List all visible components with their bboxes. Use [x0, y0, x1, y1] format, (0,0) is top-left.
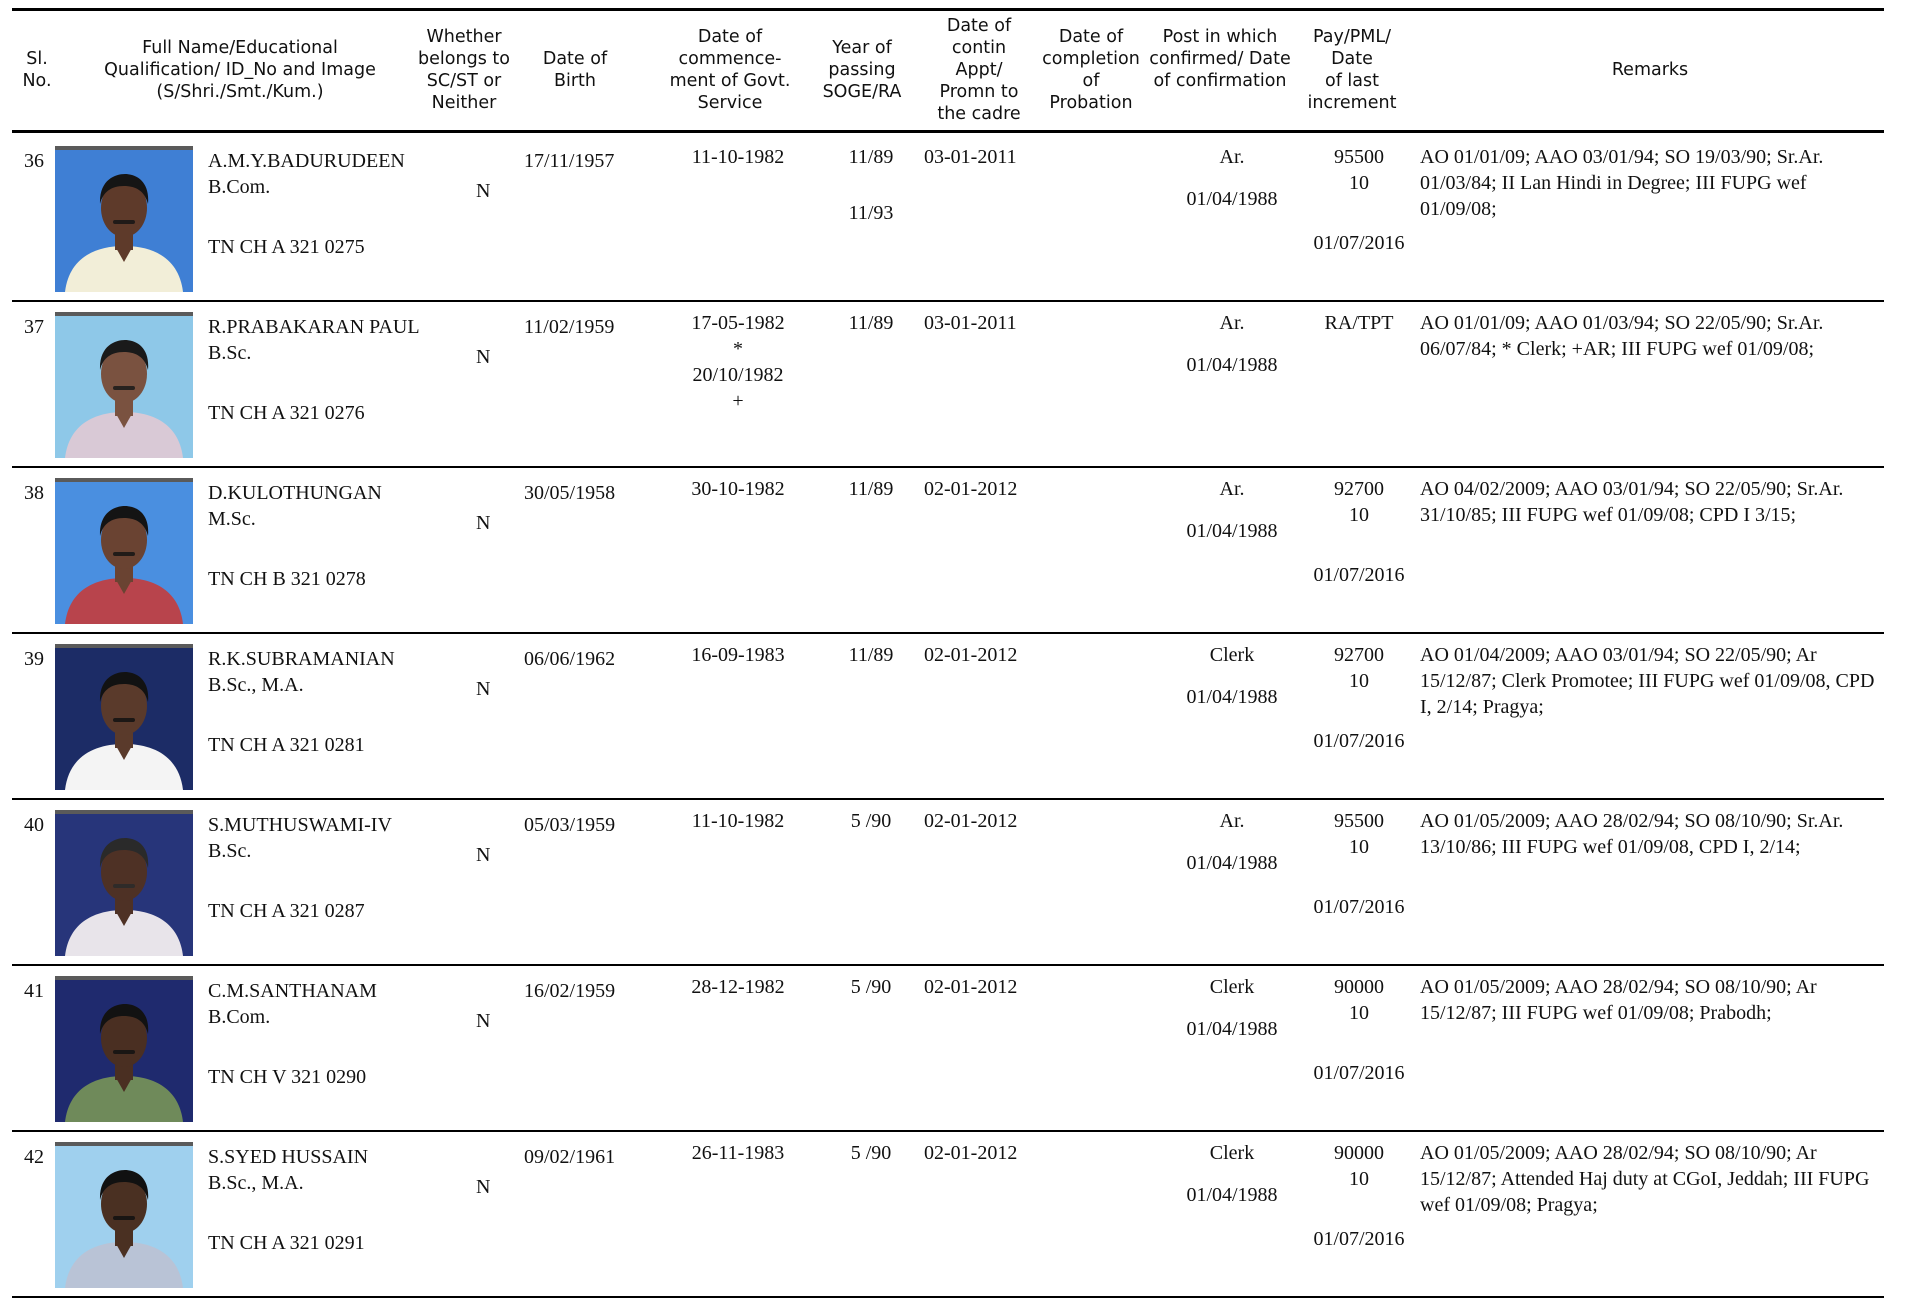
date-of-birth: 06/06/1962 [524, 648, 616, 670]
sl-no: 36 [24, 150, 44, 172]
category-value: N [476, 1010, 491, 1032]
header-commencement: Date of commence- ment of Govt. Service [669, 27, 791, 113]
pay-value: 90000 [1334, 1142, 1384, 1164]
employee-id-no: TN CH A 321 0276 [208, 402, 365, 424]
header-top-rule [12, 8, 1884, 11]
contin-date: 03-01-2011 [924, 146, 1017, 168]
category-value: N [476, 512, 491, 534]
employee-name: A.M.Y.BADURUDEEN [208, 150, 405, 172]
remarks-text: AO 01/04/2009; AAO 03/01/94; SO 22/05/90; Ar 15/12/87; Clerk Promotee; III FUPG wef 01/09/08, CPD I, 2/14; Pragya; [1420, 644, 1875, 718]
last-increment-date: 01/07/2016 [1313, 896, 1405, 918]
remarks-text: AO 01/01/09; AAO 01/03/94; SO 22/05/90; Sr.Ar. 06/07/84; * Clerk; +AR; III FUPG wef 01/09/08; [1420, 312, 1824, 360]
table-row [12, 634, 1884, 800]
employee-qualification: B.Sc. [208, 342, 252, 364]
sl-no: 38 [24, 482, 44, 504]
employee-name: D.KULOTHUNGAN [208, 482, 382, 504]
header-category: Whether belongs to SC/ST or Neither [418, 27, 510, 113]
date-of-birth: 30/05/1958 [524, 482, 616, 504]
table-row [12, 468, 1884, 634]
header-dob: Date of Birth [542, 49, 608, 91]
sogr-year: 11/89 [848, 146, 894, 168]
sogr-year: 11/89 [848, 312, 894, 334]
employee-name: R.K.SUBRAMANIAN [208, 648, 395, 670]
sogr-year: 5 /90 [850, 810, 892, 832]
employee-id-no: TN CH A 321 0281 [208, 734, 365, 756]
header-remarks: Remarks [1611, 60, 1689, 80]
employee-photo [55, 976, 193, 1122]
sogr-year: 11/89 [848, 644, 894, 666]
confirmed-post: Clerk [1209, 644, 1255, 666]
employee-qualification: B.Sc., M.A. [208, 674, 304, 696]
sogr-year: 11/93 [848, 202, 894, 224]
date-of-birth: 05/03/1959 [524, 814, 616, 836]
category-value: N [476, 180, 491, 202]
employee-id-no: TN CH A 321 0275 [208, 236, 365, 258]
employee-photo [55, 146, 193, 292]
pml-value: 10 [1349, 172, 1369, 194]
contin-date: 03-01-2011 [924, 312, 1017, 334]
confirmed-post: Ar. [1219, 312, 1245, 334]
employee-name: R.PRABAKARAN PAUL [208, 316, 420, 338]
commencement-date: + [732, 390, 744, 412]
date-of-birth: 11/02/1959 [524, 316, 615, 338]
sl-no: 40 [24, 814, 44, 836]
category-value: N [476, 844, 491, 866]
sl-no: 39 [24, 648, 44, 670]
pay-value: 92700 [1334, 644, 1384, 666]
pay-value: 95500 [1334, 810, 1384, 832]
remarks-text: AO 01/05/2009; AAO 28/02/94; SO 08/10/90; Ar 15/12/87; Attended Haj duty at CGoI, Jeddah; III FUPG wef 01/09/08; Pragya; [1420, 1142, 1870, 1216]
employee-qualification: B.Sc. [208, 840, 252, 862]
commencement-date: * [733, 338, 743, 360]
contin-date: 02-01-2012 [924, 976, 1018, 998]
commencement-date: 26-11-1983 [691, 1142, 785, 1164]
last-increment-date: 01/07/2016 [1313, 1228, 1405, 1250]
sl-no: 42 [24, 1146, 44, 1168]
employee-photo [55, 644, 193, 790]
pay-value: 92700 [1334, 478, 1384, 500]
employee-photo [55, 810, 193, 956]
confirmed-post: Clerk [1209, 1142, 1255, 1164]
pay-value: 95500 [1334, 146, 1384, 168]
employee-photo [55, 478, 193, 624]
date-of-birth: 09/02/1961 [524, 1146, 616, 1168]
confirmed-post: Ar. [1219, 146, 1245, 168]
confirmation-date: 01/04/1988 [1186, 520, 1278, 542]
remarks-text: AO 01/05/2009; AAO 28/02/94; SO 08/10/90; Sr.Ar. 13/10/86; III FUPG wef 01/09/08, CPD I, 2/14; [1420, 810, 1844, 858]
sogr-year: 5 /90 [850, 1142, 892, 1164]
header-probation: Date of completion of Probation [1042, 27, 1140, 113]
date-of-birth: 17/11/1957 [524, 150, 615, 172]
last-increment-date: 01/07/2016 [1313, 564, 1405, 586]
last-increment-date: 01/07/2016 [1313, 730, 1405, 752]
date-of-birth: 16/02/1959 [524, 980, 616, 1002]
remarks-text: AO 01/01/09; AAO 03/01/94; SO 19/03/90; Sr.Ar. 01/03/84; II Lan Hindi in Degree; III FUPG wef 01/09/08; [1420, 146, 1824, 220]
employee-id-no: TN CH V 321 0290 [208, 1066, 367, 1088]
remarks-text: AO 04/02/2009; AAO 03/01/94; SO 22/05/90; Sr.Ar. 31/10/85; III FUPG wef 01/09/08; CPD I 3/15; [1420, 478, 1844, 526]
employee-name: C.M.SANTHANAM [208, 980, 377, 1002]
last-increment-date: 01/07/2016 [1313, 232, 1405, 254]
employee-qualification: M.Sc. [208, 508, 256, 530]
confirmed-post: Clerk [1209, 976, 1255, 998]
header-pay: Pay/PML/ Date of last increment [1307, 27, 1397, 113]
pay-value: RA/TPT [1324, 312, 1394, 334]
table-row [12, 800, 1884, 966]
sl-no: 37 [24, 316, 44, 338]
employee-id-no: TN CH B 321 0278 [208, 568, 366, 590]
sogr-year: 5 /90 [850, 976, 892, 998]
category-value: N [476, 678, 491, 700]
confirmation-date: 01/04/1988 [1186, 1018, 1278, 1040]
header-bottom-rule [12, 130, 1884, 133]
employee-name: S.SYED HUSSAIN [208, 1146, 369, 1168]
commencement-date: 30-10-1982 [691, 478, 785, 500]
employee-qualification: B.Com. [208, 176, 271, 198]
employee-name: S.MUTHUSWAMI-IV [208, 814, 392, 836]
employee-photo [55, 1142, 193, 1288]
contin-date: 02-01-2012 [924, 644, 1018, 666]
pml-value: 10 [1349, 504, 1369, 526]
category-value: N [476, 346, 491, 368]
employee-qualification: B.Com. [208, 1006, 271, 1028]
contin-date: 02-01-2012 [924, 810, 1018, 832]
table-row [12, 966, 1884, 1132]
commencement-date: 28-12-1982 [691, 976, 785, 998]
pml-value: 10 [1349, 1002, 1369, 1024]
confirmed-post: Ar. [1219, 478, 1245, 500]
last-increment-date: 01/07/2016 [1313, 1062, 1405, 1084]
commencement-date: 11-10-1982 [691, 146, 785, 168]
pay-value: 90000 [1334, 976, 1384, 998]
employee-photo [55, 312, 193, 458]
confirmation-date: 01/04/1988 [1186, 686, 1278, 708]
header-contin: Date of contin Appt/ Promn to the cadre [937, 16, 1021, 124]
header-sogr: Year of passing SOGE/RA [822, 38, 902, 102]
header-post: Post in which confirmed/ Date of confirmation [1149, 27, 1291, 91]
employee-qualification: B.Sc., M.A. [208, 1172, 304, 1194]
confirmed-post: Ar. [1219, 810, 1245, 832]
confirmation-date: 01/04/1988 [1186, 1184, 1278, 1206]
pml-value: 10 [1349, 670, 1369, 692]
commencement-date: 17-05-1982 [691, 312, 785, 334]
pml-value: 10 [1349, 836, 1369, 858]
commencement-date: 11-10-1982 [691, 810, 785, 832]
sogr-year: 11/89 [848, 478, 894, 500]
header-sl-no: Sl. No. [22, 49, 52, 91]
sl-no: 41 [24, 980, 44, 1002]
contin-date: 02-01-2012 [924, 478, 1018, 500]
commencement-date: 20/10/1982 [692, 364, 784, 386]
header-name: Full Name/Educational Qualification/ ID_No and Image (S/Shri./Smt./Kum.) [104, 38, 376, 102]
employee-id-no: TN CH A 321 0291 [208, 1232, 365, 1254]
remarks-text: AO 01/05/2009; AAO 28/02/94; SO 08/10/90; Ar 15/12/87; III FUPG wef 01/09/08; Prabodh; [1420, 976, 1817, 1024]
pml-value: 10 [1349, 1168, 1369, 1190]
confirmation-date: 01/04/1988 [1186, 852, 1278, 874]
table-row [12, 1132, 1884, 1298]
employee-id-no: TN CH A 321 0287 [208, 900, 365, 922]
table-row [12, 302, 1884, 468]
commencement-date: 16-09-1983 [691, 644, 785, 666]
confirmation-date: 01/04/1988 [1186, 188, 1278, 210]
category-value: N [476, 1176, 491, 1198]
contin-date: 02-01-2012 [924, 1142, 1018, 1164]
table-row [12, 136, 1884, 302]
confirmation-date: 01/04/1988 [1186, 354, 1278, 376]
